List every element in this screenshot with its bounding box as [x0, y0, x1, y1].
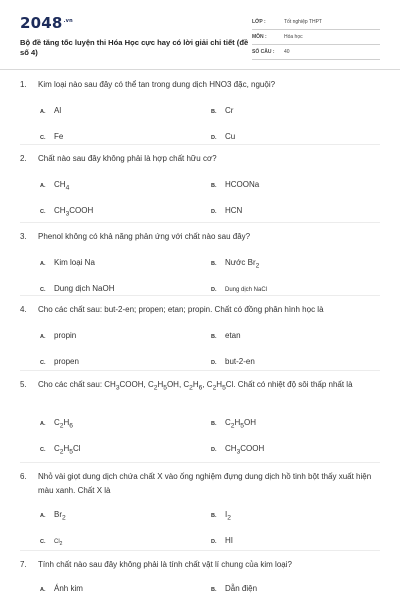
question-number: 5. [20, 380, 27, 389]
option-text: $I_2$ [225, 510, 231, 522]
option-letter: C. [40, 287, 46, 293]
option-letter: B. [211, 334, 217, 340]
meta-label: LỚP : [252, 19, 266, 25]
option-text: $C_2H_6$ [54, 418, 73, 430]
meta-label: MÔN : [252, 34, 267, 40]
answer-option-c[interactable] [40, 357, 79, 366]
answer-option-a[interactable] [40, 106, 61, 115]
answer-option-b[interactable] [211, 180, 259, 189]
question-divider [20, 370, 380, 371]
question-divider [20, 550, 380, 551]
question-divider [20, 462, 380, 463]
answer-option-b[interactable] [211, 510, 231, 522]
answer-option-a[interactable] [40, 584, 83, 593]
option-letter: B. [211, 513, 217, 519]
answer-option-a[interactable] [40, 331, 76, 340]
option-letter: D. [211, 209, 217, 215]
option-letter: D. [211, 447, 217, 453]
question-number: 4. [20, 305, 27, 314]
answer-option-d[interactable] [211, 132, 235, 141]
logo-suffix: .vn [63, 18, 73, 24]
option-letter: B. [211, 421, 217, 427]
meta-value: Hóa học [284, 34, 303, 40]
meta-row-class [252, 15, 380, 30]
question-text [20, 303, 380, 317]
option-letter: C. [40, 447, 46, 453]
option-text: Dung dịch NaOH [54, 284, 115, 293]
option-text: Fe [54, 132, 64, 141]
question-number: 2. [20, 154, 27, 163]
question-body: Nhỏ vài giọt dung dịch chứa chất X vào ống nghiệm đựng dung dịch hồ tinh bột thấy xuất hiện màu xanh. Chất X là [38, 472, 372, 495]
option-text: HCN [225, 206, 243, 215]
option-text: propen [54, 357, 79, 366]
option-text: propin [54, 331, 77, 340]
question-number: 3. [20, 232, 27, 241]
option-letter: B. [211, 261, 217, 267]
question-number: 7. [20, 560, 27, 569]
option-letter: A. [40, 587, 46, 593]
question-body: Kim loại nào sau đây có thể tan trong dung dịch HNO3 đặc, nguội? [38, 80, 276, 89]
option-letter: D. [211, 287, 217, 293]
meta-row-count [252, 45, 380, 60]
answer-option-a[interactable] [40, 510, 66, 522]
meta-row-subject [252, 30, 380, 45]
option-text: $CH_3COOH$ [54, 206, 94, 218]
meta-value: Tốt nghiệp THPT [284, 19, 322, 25]
option-letter: D. [211, 539, 217, 545]
question-text [20, 78, 380, 92]
option-text: HI [225, 536, 233, 545]
question-body: Phenol không có khả năng phản ứng với chất nào sau đây? [38, 232, 251, 241]
question-divider [20, 222, 380, 223]
option-text: $C_2H_5Cl$ [54, 444, 81, 456]
header-divider [0, 69, 400, 70]
answer-option-b[interactable] [211, 106, 233, 115]
option-letter: C. [40, 539, 46, 545]
option-letter: B. [211, 109, 217, 115]
option-text: Nước $Br_2$ [225, 258, 260, 270]
option-letter: B. [211, 587, 217, 593]
question-number: 1. [20, 80, 27, 89]
option-text: Cu [225, 132, 236, 141]
option-letter: C. [40, 360, 46, 366]
question-body: Cho các chất sau: but-2-en; propen; etan; propin. Chất có đồng phân hình học là [38, 305, 324, 314]
question-4 [20, 303, 380, 366]
question-5 [20, 378, 380, 456]
option-letter: B. [211, 183, 217, 189]
question-3 [20, 230, 380, 293]
question-2 [20, 152, 380, 218]
option-text: Al [54, 106, 62, 115]
answer-option-b[interactable] [211, 331, 241, 340]
question-text [20, 470, 380, 498]
option-letter: A. [40, 513, 46, 519]
question-divider [20, 144, 380, 145]
option-text: Cr [225, 106, 234, 115]
question-text [20, 558, 380, 572]
answer-option-a[interactable] [40, 418, 73, 430]
answer-option-b[interactable] [211, 584, 257, 593]
option-letter: A. [40, 334, 46, 340]
logo-text: 2048 [20, 14, 63, 32]
answer-option-d[interactable] [211, 206, 242, 215]
option-letter: A. [40, 261, 46, 267]
question-body: Cho các chất sau: $CH_3COOH$, $C_2H_5OH$, $C_2H_6$, $C_2H_5Cl$. Chất có nhiệt độ sôi thấp nhất là [38, 380, 353, 392]
answer-option-c[interactable] [40, 206, 93, 218]
option-letter: D. [211, 135, 217, 141]
option-text: Dẫn điện [225, 584, 258, 593]
answer-option-a[interactable] [40, 258, 95, 267]
answer-option-b[interactable] [211, 418, 256, 430]
option-letter: A. [40, 109, 46, 115]
document-title: Bộ đề tăng tốc luyện thi Hóa Học cực hay có lời giải chi tiết (đề số 4) [20, 38, 249, 57]
answer-option-c[interactable] [40, 536, 62, 547]
answer-option-a[interactable] [40, 180, 69, 192]
option-text: $C_2H_5OH$ [225, 418, 256, 430]
option-letter: A. [40, 183, 46, 189]
option-text: Dung dịch NaCl [225, 287, 268, 293]
question-1 [20, 78, 380, 141]
question-7 [20, 558, 380, 593]
option-text: $Br_2$ [54, 510, 66, 522]
option-text: $CH_4$ [54, 180, 70, 192]
question-number: 6. [20, 472, 27, 481]
option-letter: A. [40, 421, 46, 427]
option-text: etan [225, 331, 241, 340]
question-6 [20, 470, 380, 548]
option-text: but-2-en [225, 357, 255, 366]
meta-label: SỐ CÂU : [252, 49, 275, 55]
option-letter: C. [40, 209, 46, 215]
question-body: Tính chất nào sau đây không phải là tính chất vật lí chung của kim loại? [38, 560, 292, 569]
option-text: HCOONa [225, 180, 260, 189]
option-text: $CH_3COOH$ [225, 444, 265, 456]
question-body: Chất nào sau đây không phải là hợp chất hữu cơ? [38, 154, 217, 163]
answer-option-c[interactable] [40, 284, 114, 293]
option-text: $Cl_2$ [54, 539, 63, 548]
answer-option-d[interactable] [211, 284, 267, 293]
answer-option-c[interactable] [40, 132, 63, 141]
question-text [20, 230, 380, 244]
option-letter: D. [211, 360, 217, 366]
option-text: Kim loại Na [54, 258, 95, 267]
answer-option-c[interactable] [40, 444, 81, 456]
question-divider [20, 295, 380, 296]
answer-option-b[interactable] [211, 258, 259, 270]
meta-value: 40 [284, 49, 290, 55]
answer-option-d[interactable] [211, 536, 233, 545]
answer-option-d[interactable] [211, 444, 264, 456]
option-text: Ánh kim [54, 584, 83, 593]
answer-option-d[interactable] [211, 357, 255, 366]
question-text [20, 378, 380, 396]
question-text [20, 152, 380, 166]
option-letter: C. [40, 135, 46, 141]
exam-meta [252, 15, 380, 60]
